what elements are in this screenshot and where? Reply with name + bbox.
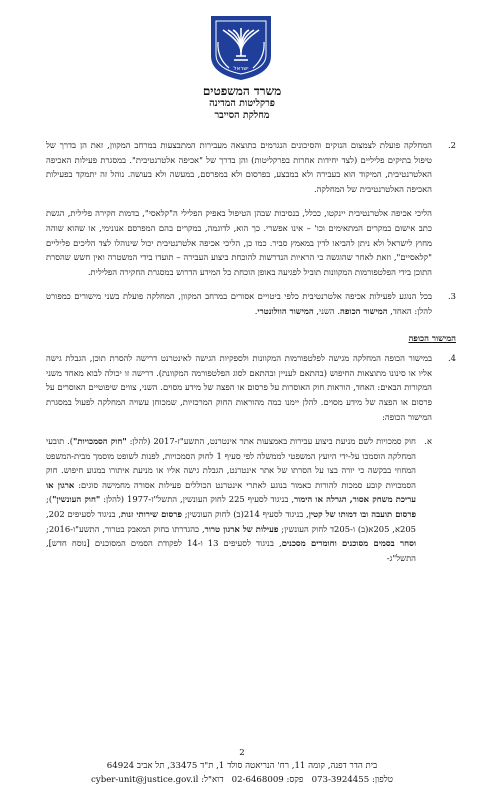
footer-address: בית הדר דפנה, קומה 11, רח' הנריאטה סולד 1, ת"ד 33475, תל אביב 64924 xyxy=(106,761,378,771)
offense-type: פרסום שירותי זנות xyxy=(121,509,182,520)
email-link[interactable]: cyber-unit@justice.gov.il xyxy=(91,775,199,785)
coercive-plane-term: המישור הכופה xyxy=(340,305,388,316)
email-label: דוא"ל: xyxy=(201,775,224,785)
paragraph-4 xyxy=(46,351,456,424)
paragraph-text: . xyxy=(254,305,258,316)
paragraph-text: , בניגוד לסעיפים 202, 205א, 205א(ב) ו-205ד לחוק העונשין; xyxy=(46,509,416,534)
paragraph-number: 3. xyxy=(447,291,456,302)
paragraph-text: , כהגדרתו בחוק המאבק בטרור, התשע"ו-2016; xyxy=(46,523,205,534)
paragraph-text: המחלקה פועלת לצמצום הנזקים והסיכונים הנגרמים כתוצאה מעבירות המתבצעות במרחב המקוון, זאת הן בדרך של טיפול בתיקים פליליים (לצד יחידות אחרות בפרקליטות) והן בדרך של "אכיפה אלטרנטיבית". במסגרת פעילות האכיפה האלטרנטיבית, המיקוד הוא בעבירה ולא במבצע, בפרסום ולא במפרסם, במעשה ולא בעושה. נוהל זה יתמקד בפעילות האכיפה האלטרנטיבית של המחלקה. xyxy=(46,140,432,194)
offense-type: ארגון או עריכת משחק אסור, הגרלה או הימור xyxy=(46,479,416,505)
offense-type: וסחר בסמים מסוכנים וחומרים מסכנים xyxy=(281,538,416,549)
voluntary-plane-term: המישור הוולונטרי xyxy=(257,305,314,316)
paragraph-text: ). תובעי המחלקה הוסמכו על-ידי היועץ המשפטי לממשלה לפי סעיף 1 לחוק הסמכויות, לפנות לשופט מוסמך מבית-המשפט המחוזי בבקשה כי יורה בצו על הסרתו של אתר אינטרנט, הגבלת גישה אליו או מניעת איתורו במנוע חיפוש. חוק הסמכויות קובע סמכות להורות כאמור בנוגע לאתרי אינטרנט הכוללים פעילות אסורה מחמישה סוגים: xyxy=(46,436,417,490)
state-emblem-icon xyxy=(203,12,279,82)
paragraph-text: , בניגוד לסעיף 214(ב) לחוק העונשין; xyxy=(181,509,309,520)
paragraph-text: במישור הכופה המחלקה מגישה לפלטפורמות המקוונות ולספקיות הגישה לאינטרנט דרישה להסרת תוכן, הגבלת גישה אליו או סינונו מתוצאות החיפוש (בהתאם לעניין ובהתאם לסוג הפלטפורמה המקוונת). דרישה זו יכולה לבוא מאחד משני המקורות הבאים: האחד, הוראות חוק האוסרות על פרסום או הפצה של מידע מסוים. השני, צווים שיפוטיים האוסרים על פרסום או הפצה של מידע מסוים. להלן יימנו כמה מהוראות החוק המרכזיות, שמכוחן עשויה המחלקה לפעול במסגרת המישור הכופה: xyxy=(46,353,432,422)
footer-contact xyxy=(0,774,484,785)
paragraph-number: 2. xyxy=(447,140,456,150)
offense-type: פרסום תועבה ובו דמותו של קטין xyxy=(308,509,416,520)
paragraph-2 xyxy=(46,138,456,196)
document-body xyxy=(46,138,456,565)
ministry-title: משרד המשפטים xyxy=(202,84,282,98)
subparagraph-letter: א. xyxy=(424,436,432,447)
paragraph-text: , בניגוד לסעיף 225 לחוק העונשין, התשל"ז-1977 (להלן: xyxy=(100,494,295,505)
office-title: פרקליטות המדינה xyxy=(209,98,275,109)
paragraph-3 xyxy=(46,289,456,318)
paragraph-number: 4. xyxy=(447,353,456,364)
section-heading: המישור הכופה xyxy=(408,332,456,343)
fax-number: 02-6468009 xyxy=(231,775,284,785)
page-number: 2 xyxy=(239,748,245,758)
defined-term: "חוק העונשין" xyxy=(52,494,101,505)
emblem-caption: ישראל xyxy=(233,66,249,72)
fax-label: פקס: xyxy=(286,775,304,785)
defined-term: "חוק הסמכויות" xyxy=(73,436,127,447)
offense-type: פעילות של ארגון טרור xyxy=(204,523,279,534)
paragraph-4a xyxy=(46,434,456,565)
paragraph-text: . השני, xyxy=(313,305,341,316)
paragraph-text: , בניגוד לסעיפים 13 ו-14 לפקודת הסמים המסוכנים [נוסח חדש], התשל"ג- xyxy=(46,538,416,563)
paragraph-text: בכל הנוגע לפעילות אכיפה אלטרנטיבית כלפי ביטויים אסורים במרחב המקוון, המחלקה פועלת בשני מישורים כמפורט להלן: האחד, xyxy=(46,291,432,316)
department-title: מחלקת הסייבר xyxy=(214,110,270,121)
paragraph-text: ); xyxy=(46,494,53,505)
paragraph-text: חוק סמכויות לשם מניעת ביצוע עבירות באמצעות אתר אינטרנט, התשע"ז-2017 (להלן: xyxy=(126,436,417,447)
phone-number: 073-3924455 xyxy=(311,775,370,785)
phone-label: טלפון: xyxy=(371,775,393,785)
paragraph-2-continued: הליכי אכיפה אלטרנטיבית יינקטו, ככלל, בנסיבות שבהן הטיפול באפיק הפלילי ה"קלאסי", בדמות חקירה פלילית, הגשת כתב אישום במקרים המתאימים וכו' – אינו אפשרי. כך הוא, לדוגמה, במקרים בהם המפרסם אנונימי, או שהוא שוהה מחוץ לישראל ולא ניתן להביאו לדין במאמץ סביר. כמו כן, הליכי אכיפה אלטרנטיבית יכול שינוהלו לצד הליכים פליליים "קלאסיים", וזאת לאחר שהוגשה כי הראיות הנדרשות להוכחת ביצוע העבירה – תועדו בידי המשטרה ואין חשש שהסרת התוכן בידי הפלטפורמות המקוונות תוביל לפגיעה באופן הוכחת כל המידע הדרוש במסגרת החקירה הפלילית. xyxy=(46,208,432,277)
